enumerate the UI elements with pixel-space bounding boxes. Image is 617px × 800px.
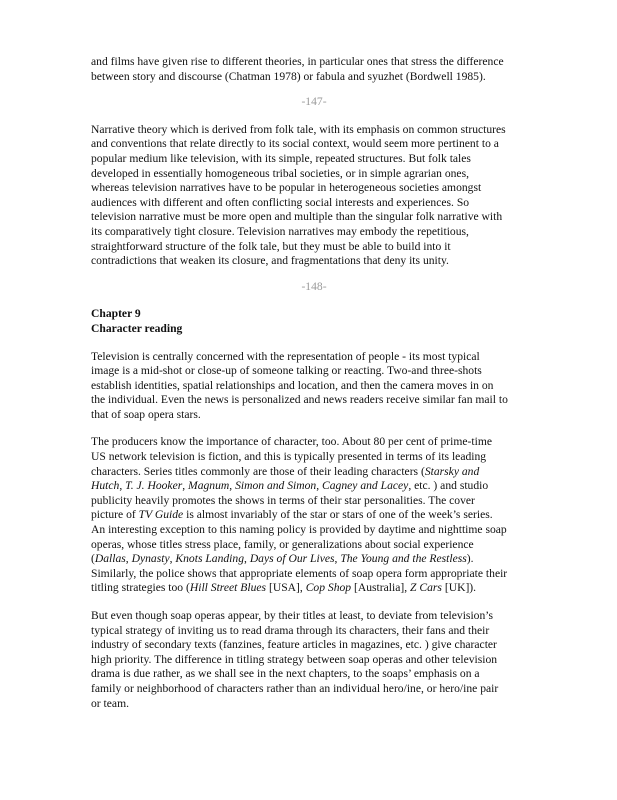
text-run: , <box>182 479 189 493</box>
text-run: ( <box>91 552 95 566</box>
series-title: Hutch <box>91 479 120 493</box>
text-run: , <box>334 552 341 566</box>
series-title: Knots Landing <box>175 552 245 566</box>
text-line: the individual. Even the news is personalized and news readers receive similar fan mail to <box>91 393 508 407</box>
text-line: Television is centrally concerned with the representation of people - its most typical <box>91 349 480 363</box>
text-run: , <box>169 552 176 566</box>
text-line: US network television is fiction, and this is typically presented in terms of its leading <box>91 450 487 464</box>
paragraph-intro <box>91 55 537 84</box>
chapter-title: Character reading <box>91 321 183 335</box>
series-title: Days of Our Lives <box>249 552 335 566</box>
text-line: audiences with different and often conflicting social interests and experiences. So <box>91 195 470 209</box>
series-title: Hill Street Blues <box>189 581 267 595</box>
series-title: Magnum <box>188 479 230 493</box>
text-line: its comparatively tight closure. Television narratives may embody the repetitious, <box>91 224 469 238</box>
series-title: Z Cars <box>410 581 442 595</box>
series-title: The Young and the Restless <box>340 552 467 566</box>
text-run: , <box>119 479 126 493</box>
text-run: picture of <box>91 508 139 522</box>
text-line: high priority. The difference in titling strategy between soap operas and other television <box>91 652 498 666</box>
text-line: An interesting exception to this naming policy is provided by daytime and nighttime soap <box>91 523 507 537</box>
text-line <box>91 552 537 567</box>
text-line <box>91 465 537 480</box>
text-line: establish identities, spatial relationships and location, and then the camera moves in on <box>91 378 494 392</box>
text-run: , etc. ) and studio <box>408 479 489 493</box>
series-title: Dallas <box>94 552 126 566</box>
text-run: ). <box>466 552 474 566</box>
text-line: between story and discourse (Chatman 1978) or fabula and syuzhet (Bordwell 1985). <box>91 69 486 83</box>
text-line <box>91 479 537 494</box>
text-line: developed in essentially homogeneous tribal societies, or in simple agrarian ones, <box>91 166 469 180</box>
chapter-heading <box>91 307 537 336</box>
paragraph-producers <box>91 435 537 596</box>
text-line: publicity heavily promotes the shows in terms of their star personalities. The cover <box>91 493 475 507</box>
text-run: [UK]). <box>441 581 477 595</box>
text-line: straightforward structure of the folk tale, but they must be able to build into it <box>91 239 451 253</box>
text-line: and conventions that relate directly to its social context, would seem more pertinent to a <box>91 137 499 151</box>
text-line: popular medium like television, with its simple, repeated structures. But folk tales <box>91 151 471 165</box>
paragraph-narrative-theory <box>91 123 537 269</box>
series-title: T. J. Hooker <box>125 479 183 493</box>
text-line: that of soap opera stars. <box>91 407 201 421</box>
series-title: Cagney and Lacey <box>322 479 409 493</box>
magazine-title: TV Guide <box>138 508 184 522</box>
text-line: Similarly, the police shows that appropriate elements of soap opera form appropriate their <box>91 566 508 580</box>
text-line: operas, whose titles stress place, family, or generalizations about social experience <box>91 537 474 551</box>
text-line: typical strategy of inviting us to read drama through its characters, their fans and their <box>91 623 490 637</box>
text-run: titling strategies too ( <box>91 581 190 595</box>
text-line: image is a mid-shot or close-up of someone talking or reacting. Two-and three-shots <box>91 364 482 378</box>
text-run: [Australia], <box>351 581 411 595</box>
text-run: , <box>125 552 132 566</box>
text-line: industry of secondary texts (fanzines, feature articles in magazines, etc. ) give character <box>91 638 497 652</box>
text-line: Narrative theory which is derived from folk tale, with its emphasis on common structures <box>91 122 506 136</box>
series-title: Dynasty <box>131 552 170 566</box>
text-line: or team. <box>91 696 129 710</box>
paragraph-television-people <box>91 350 537 423</box>
text-run: , <box>244 552 250 566</box>
text-run: characters. Series titles commonly are those of their leading characters ( <box>91 464 425 478</box>
text-line: drama is due rather, as we shall see in the next chapters, to the soaps’ emphasis on a <box>91 667 480 681</box>
text-line <box>91 581 537 596</box>
text-run: , <box>316 479 323 493</box>
page-number-148: -148- <box>301 279 327 293</box>
series-title: Simon and Simon <box>235 479 317 493</box>
text-line: whereas television narratives have to be popular in heterogeneous societies amongst <box>91 181 482 195</box>
text-line: television narrative must be more open and multiple than the singular folk narrative with <box>91 210 503 224</box>
series-title: Starsky and <box>424 464 480 478</box>
text-line: and films have given rise to different theories, in particular ones that stress the difference <box>91 55 504 68</box>
text-run: is almost invariably of the star or stars of one of the week’s series. <box>183 508 493 522</box>
page-number-147: -147- <box>301 95 327 109</box>
text-line: family or neighborhood of characters rather than an individual hero/ine, or hero/ine pair <box>91 681 499 695</box>
text-line: contradictions that weaken its closure, and fragmentations that deny its unity. <box>91 254 449 268</box>
text-line: But even though soap operas appear, by their titles at least, to deviate from television’s <box>91 609 493 622</box>
text-run: [USA], <box>266 581 306 595</box>
paragraph-soap-operas <box>91 609 537 711</box>
text-run: , <box>229 479 236 493</box>
text-line: The producers know the importance of character, too. About 80 per cent of prime-time <box>91 435 492 449</box>
text-line <box>91 508 537 523</box>
chapter-number: Chapter 9 <box>91 307 141 321</box>
series-title: Cop Shop <box>305 581 352 595</box>
